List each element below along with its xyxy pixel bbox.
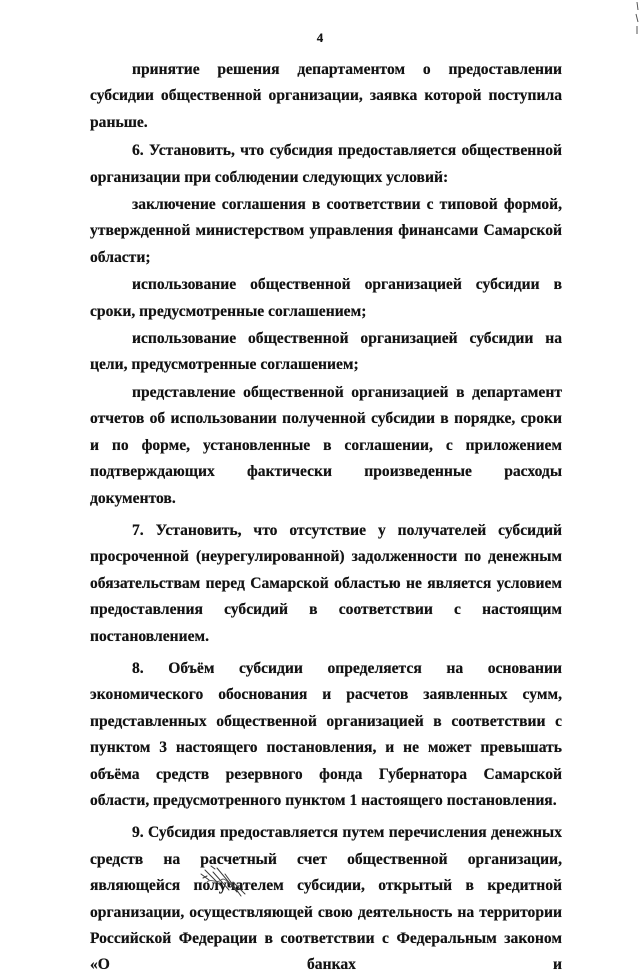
page-number: 4 <box>316 30 324 45</box>
paragraph-item-8: 8. Объём субсидии определяется на основании экономического обоснования и расчетов заявленных сумм, представленных общественной организацией в соответствии с пунктом 3 настоящего постановления, и не может превышать объёма средств резервного фонда Губернатора Самарской области, предусмотренного пунктом 1 настоящего постановления. <box>90 659 562 809</box>
scan-edge-mark <box>631 0 640 60</box>
paragraph-condition-reports: представление общественной организацией в департамент отчетов об использовании полученной субсидии в порядке, сроки и по форме, установленные в соглашении, с приложением подтверждающих фактически произведенные расходы документов. <box>90 383 562 507</box>
pen-mark-scribble <box>195 860 255 900</box>
paragraph-condition-agreement: заключение соглашения в соответствии с типовой формой, утвержденной министерством управления финансами Самарской области; <box>90 196 562 266</box>
paragraph-condition-purposes: использование общественной организацией субсидии на цели, предусмотренные соглашением; <box>90 330 562 374</box>
paragraph-item-7: 7. Установить, что отсутствие у получателей субсидий просроченной (неурегулированной) задолженности по денежным обязательствам перед Самарской областью не является условием предоставления субсидий в соответствии с настоящим постановлением. <box>90 521 562 645</box>
document-body <box>90 57 562 979</box>
paragraph-item-6-intro: 6. Установить, что субсидия предоставляется общественной организации при соблюдении следующих условий: <box>90 142 562 186</box>
paragraph-condition-deadlines: использование общественной организацией субсидии в сроки, предусмотренные соглашением; <box>90 276 562 320</box>
paragraph-item-9: 9. Субсидия предоставляется путем перечисления денежных средств на расчетный счет общественной организации, являющейся получателем субсидии, открытый в кредитной организации, осуществляющей свою деятельность на территории Российской Федерации в соответствии с Федеральным законом «О банках и <box>90 824 562 974</box>
paragraph-decision-continued: принятие решения департаментом о предоставлении субсидии общественной организации, заявка которой поступила раньше. <box>90 61 562 131</box>
